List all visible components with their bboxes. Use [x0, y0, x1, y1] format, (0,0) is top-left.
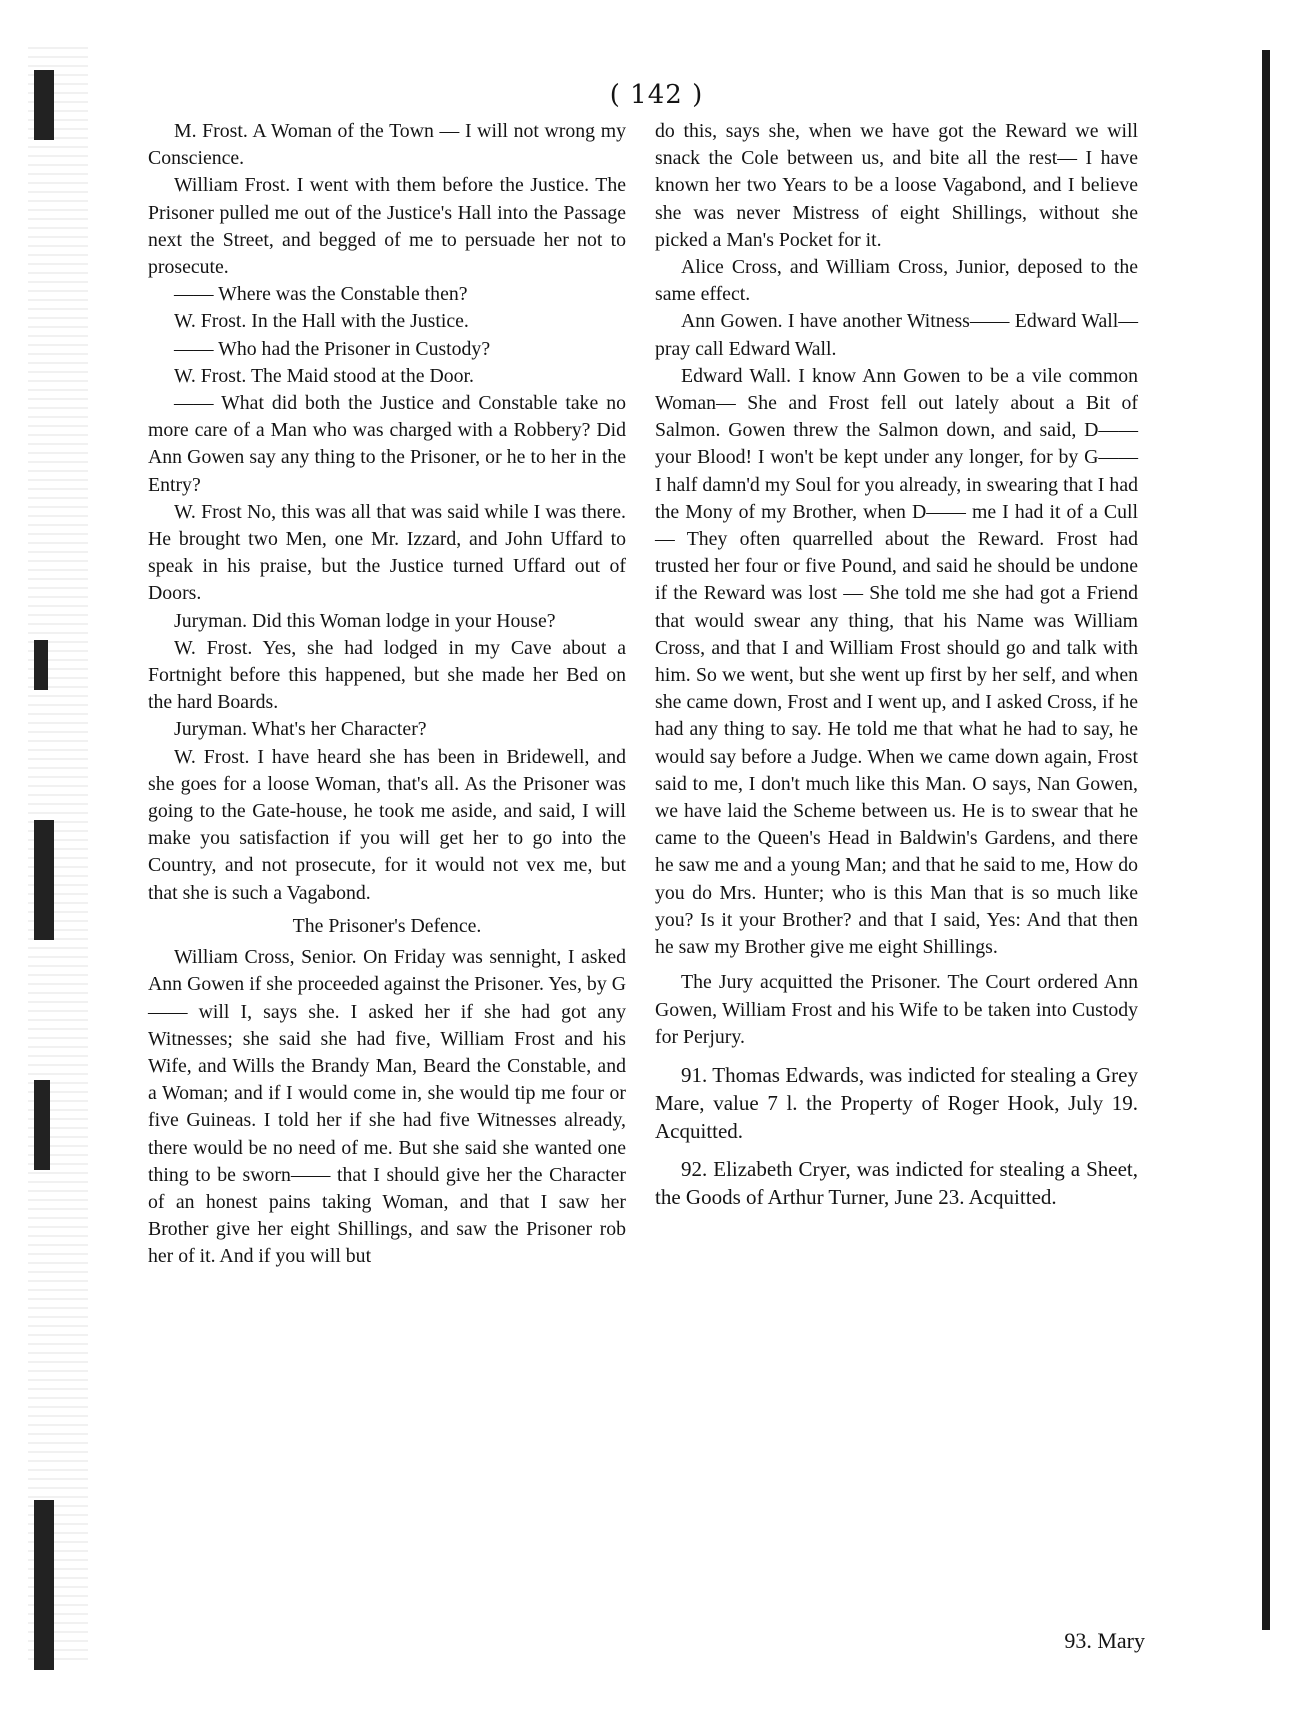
paragraph: Edward Wall. I know Ann Gowen to be a vile common Woman— She and Frost fell out lately about a Bit of Salmon. Gowen threw the Salmon down, and said, D—— your Blood! I won't be kept under any longer, for by G—— I half damn'd my Soul for you already, in swearing that I had the Mony of my Brother, when D—— me I had it of a Cull— They often quarrelled about the Reward. Frost had trusted her four or five Pound, and said he should be undone if the Reward was lost — She told me she had got a Friend that would swear any thing, that his Name was William Cross, and that I and William Frost should go and talk with him. So we went, but she went up first by her self, and when she came down, Frost and I went up, and I asked Cross, if he had any thing to say. He told me that what he had to say, he would say before a Judge. When we came down again, Frost said to me, I don't much like this Man. O says, Nan Gowen, we have laid the Scheme between us. He is to swear that he came to the Queen's Head in Baldwin's Gardens, and there he saw me and a young Man; and that he said to me, How do you do Mrs. Hunter; who is this Man that is so much like you? Is it your Brother? and that I said, Yes: And that then he saw my Brother give me eight Shillings. — [655, 364, 1138, 959]
paragraph: Juryman. Did this Woman lodge in your House? — [174, 609, 556, 632]
paragraph: Alice Cross, and William Cross, Junior, deposed to the same effect. — [655, 256, 1138, 306]
paragraph: W. Frost. I have heard she has been in Bridewell, and she goes for a loose Woman, that's all. As the Prisoner was going to the Gate-house, he took me aside, and said, I will make you satisfaction if you will get her to go into the Country, and not prosecute, for it would not vex me, but that she is such a Vagabond. — [148, 745, 626, 904]
section-heading: The Prisoner's Defence. — [292, 914, 482, 937]
right-column — [655, 118, 1138, 1211]
paragraph: W. Frost. The Maid stood at the Door. — [174, 364, 475, 387]
scan-artifact — [34, 1500, 54, 1670]
scan-artifact — [34, 640, 48, 690]
case-entry: 91. Thomas Edwards, was indicted for stealing a Grey Mare, value 7 l. the Property of Roger Hook, July 19. Acquitted. — [655, 1062, 1138, 1143]
page-number: ( 142 ) — [609, 80, 704, 110]
left-column — [148, 118, 626, 1271]
case-entry: 92. Elizabeth Cryer, was indicted for stealing a Sheet, the Goods of Arthur Turner, June 23. Acquitted. — [655, 1156, 1138, 1209]
page-gutter-edge — [1262, 50, 1270, 1630]
paragraph: W. Frost No, this was all that was said while I was there. He brought two Men, one Mr. Izzard, and John Uffard to speak in his praise, but the Justice turned Uffard out of Doors. — [148, 500, 626, 605]
verdict-paragraph: The Jury acquitted the Prisoner. The Court ordered Ann Gowen, William Frost and his Wife to be taken into Custody for Perjury. — [655, 971, 1138, 1048]
paragraph: —— What did both the Justice and Constable take no more care of a Man who was charged with a Robbery? Did Ann Gowen say any thing to the Prisoner, or he to her in the Entry? — [148, 392, 626, 496]
paragraph: Ann Gowen. I have another Witness—— Edward Wall— pray call Edward Wall. — [655, 310, 1138, 360]
paragraph: —— Who had the Prisoner in Custody? — [174, 337, 491, 360]
scan-artifact — [34, 1080, 50, 1170]
catchword: 93. Mary — [1064, 1628, 1145, 1653]
paragraph: —— Where was the Constable then? — [174, 283, 468, 306]
paragraph: M. Frost. A Woman of the Town — I will not wrong my Conscience. — [148, 120, 626, 170]
paragraph: W. Frost. In the Hall with the Justice. — [174, 310, 469, 333]
paragraph: William Cross, Senior. On Friday was sennight, I asked Ann Gowen if she proceeded against the Prisoner. Yes, by G—— will I, says she. I asked her if she had got any Witnesses; she said she had five, William Frost and his Wife, and Wills the Brandy Man, Beard the Constable, and a Woman; and if I would come in, she would tip me four or five Guineas. I told her if she had five Witnesses already, there would be no need of me. But she said she wanted one thing to be sworn—— that I should give her the Character of an honest pains taking Woman, and that I saw her Brother give her eight Shillings, and saw the Prisoner rob her of it. And if you will but — [148, 946, 626, 1268]
scan-artifact — [34, 820, 54, 940]
paragraph: Juryman. What's her Character? — [174, 718, 427, 741]
paragraph: do this, says she, when we have got the Reward we will snack the Cole between us, and bite all the rest— I have known her two Years to be a loose Vagabond, and I believe she was never Mistress of eight Shillings, without she picked a Man's Pocket for it. — [655, 120, 1138, 251]
paragraph: W. Frost. Yes, she had lodged in my Cave about a Fortnight before this happened, but she made her Bed on the hard Boards. — [148, 636, 626, 714]
paragraph: William Frost. I went with them before the Justice. The Prisoner pulled me out of the Justice's Hall into the Passage next the Street, and begged of me to persuade her not to prosecute. — [148, 174, 626, 279]
